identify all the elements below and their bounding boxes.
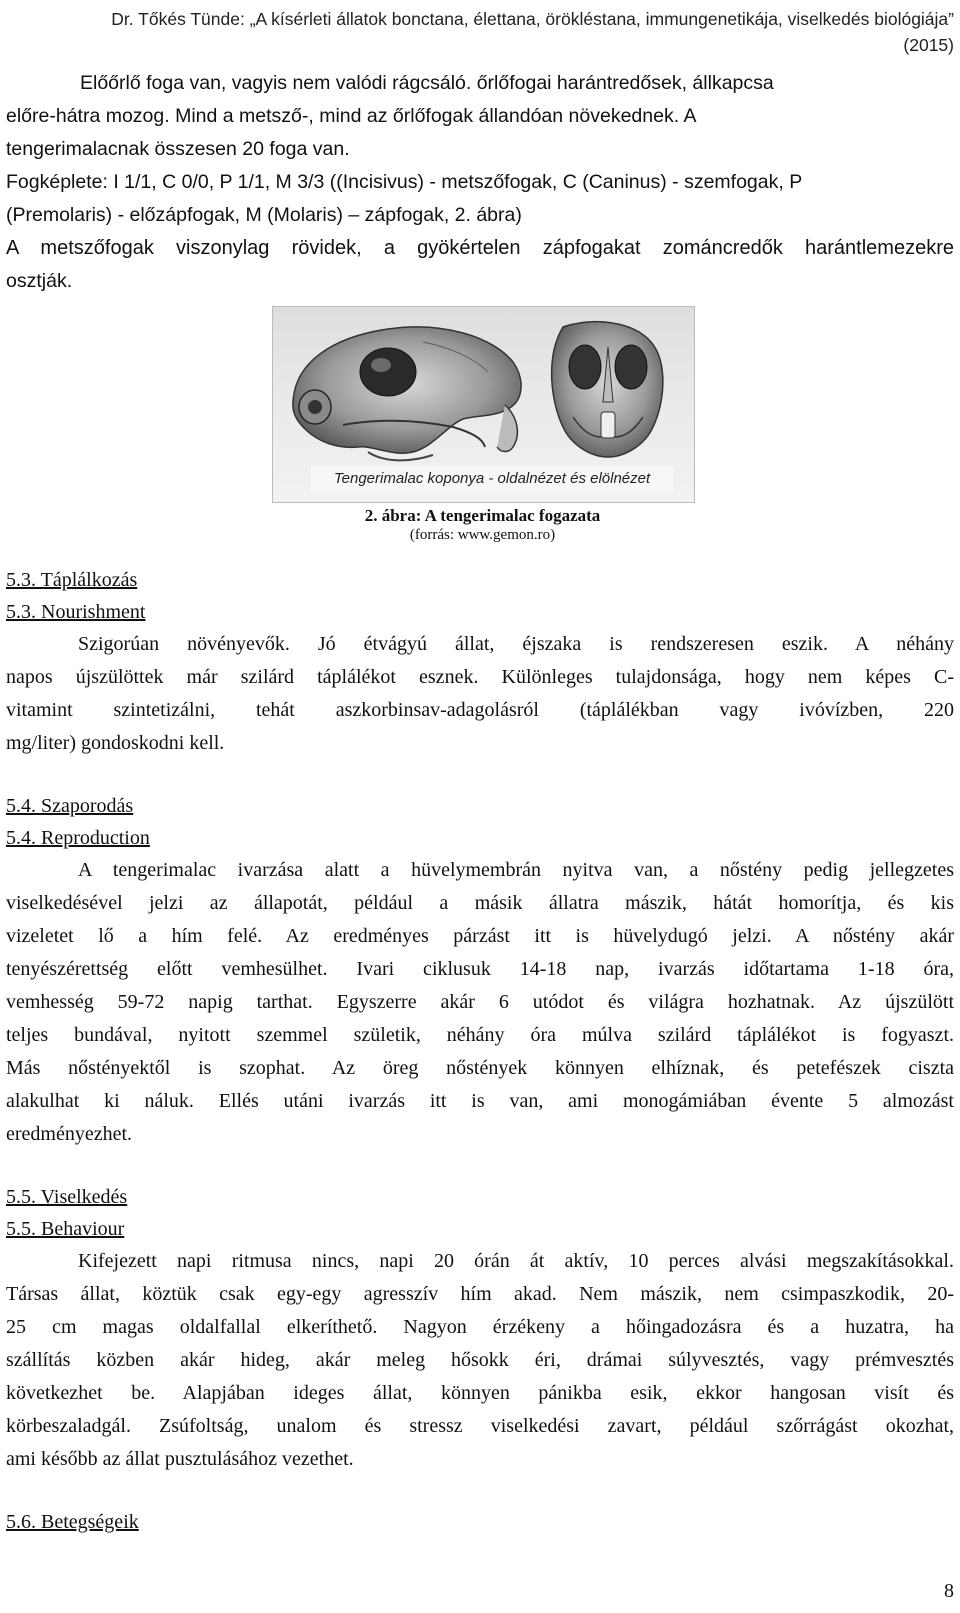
intro-line: Előőrlő foga van, vagyis nem valódi rágcsáló. őrlőfogai harántredősek, állkapcsa — [80, 72, 774, 94]
paragraph-line: 25 cm magas oldalfallal elkeríthető. Nagyon érzékeny a hőingadozásra és a huzatra, ha — [6, 1316, 954, 1338]
paragraph-line: teljes bundával, nyitott szemmel születik, néhány óra múlva szilárd táplálékot is fogyaszt. — [6, 1024, 954, 1046]
figure-caption: 2. ábra: A tengerimalac fogazata — [364, 506, 601, 525]
paragraph-line: Társas állat, köztük csak egy-egy agresszív hím akad. Nem mászik, nem csimpaszkodik, 20- — [6, 1283, 954, 1305]
paragraph-line: alakulhat ki náluk. Ellés utáni ivarzás itt is van, ami monogámiában évente 5 almozást — [6, 1090, 954, 1112]
intro-line: (Premolaris) - előzápfogak, M (Molaris) – zápfogak, 2. ábra) — [6, 204, 522, 226]
paragraph-line: ami később az állat pusztulásához vezethet. — [6, 1448, 354, 1470]
paragraph-line: vemhesség 59-72 napig tarthat. Egyszerre akár 6 utódot és világra hozhatnak. Az újszülött — [6, 991, 954, 1013]
intro-paragraph-line: A metszőfogak viszonylag rövidek, a gyökértelen zápfogakat zománcredők harántlemezekre — [6, 237, 954, 259]
paragraph-line: A tengerimalac ivarzása alatt a hüvelymembrán nyitva van, a nőstény pedig jellegzetes — [78, 859, 954, 881]
intro-line: tengerimalacnak összesen 20 foga van. — [6, 138, 350, 160]
paragraph-line: szállítás közben akár hideg, akár meleg hősokk éri, drámai súlyvesztés, vagy prémvesztés — [6, 1349, 954, 1371]
running-header — [0, 6, 954, 58]
paragraph-line: viselkedésével jelzi az állapotát, például a másik állatra mászik, hátát homorítja, és kis — [6, 892, 954, 914]
section-heading: 5.4. Szaporodás — [6, 795, 134, 817]
paragraph-line: vitamint szintetizálni, tehát aszkorbinsav-adagolásról (táplálékban vagy ivóvízben, 220 — [6, 699, 954, 721]
header-title: Dr. Tőkés Tünde: „A kísérleti állatok bonctana, élettana, örökléstana, immungenetikája, viselkedés biológiája” — [111, 9, 954, 29]
section-heading: 5.4. Reproduction — [6, 827, 150, 849]
paragraph-line: Szigorúan növényevők. Jó étvágyú állat, éjszaka is rendszeresen eszik. A néhány — [78, 633, 954, 655]
page-number: 8 — [944, 1580, 954, 1602]
section-heading: 5.3. Táplálkozás — [6, 569, 138, 591]
figure-image-label: Tengerimalac koponya - oldalnézet és elölnézet — [311, 466, 673, 492]
section-heading: 5.5. Behaviour — [6, 1218, 125, 1240]
intro-line: Fogképlete: I 1/1, C 0/0, P 1/1, M 3/3 ((Incisivus) - metszőfogak, C (Caninus) - szemfogak, P — [6, 171, 803, 193]
paragraph-line: körbeszaladgál. Zsúfoltság, unalom és stressz viselkedési zavart, például szőrrágást okozhat, — [6, 1415, 954, 1437]
paragraph-line: mg/liter) gondoskodni kell. — [6, 732, 225, 754]
header-year: (2015) — [903, 35, 954, 55]
section-heading: 5.6. Betegségeik — [6, 1511, 139, 1533]
intro-paragraph-line: osztják. — [6, 270, 73, 292]
paragraph-line: következhet be. Alapjában ideges állat, könnyen pánikba esik, ekkor hangosan visít és — [6, 1382, 954, 1404]
skull-figure — [272, 306, 695, 503]
paragraph-line: tenyészérettség előtt vemhesülhet. Ivari ciklusuk 14-18 nap, ivarzás időtartama 1-18 óra, — [6, 958, 954, 980]
section-heading: 5.3. Nourishment — [6, 601, 146, 623]
section-heading: 5.5. Viselkedés — [6, 1186, 128, 1208]
intro-line: előre-hátra mozog. Mind a metsző-, mind az őrlőfogak állandóan növekednek. A — [6, 105, 697, 127]
figure-source: (forrás: www.gemon.ro) — [409, 527, 556, 543]
paragraph-line: eredményezhet. — [6, 1123, 133, 1145]
paragraph-line: vizeletet lő a hím felé. Az eredményes párzást itt is hüvelydugó jelzi. A nőstény akár — [6, 925, 954, 947]
paragraph-line: napos újszülöttek már szilárd táplálékot esznek. Különleges tulajdonsága, hogy nem képes C- — [6, 666, 954, 688]
paragraph-line: Kifejezett napi ritmusa nincs, napi 20 órán át aktív, 10 perces alvási megszakításokkal. — [78, 1250, 954, 1272]
paragraph-line: Más nőstényektől is szophat. Az öreg nőstények könnyen elhíznak, és petefészek ciszta — [6, 1057, 954, 1079]
